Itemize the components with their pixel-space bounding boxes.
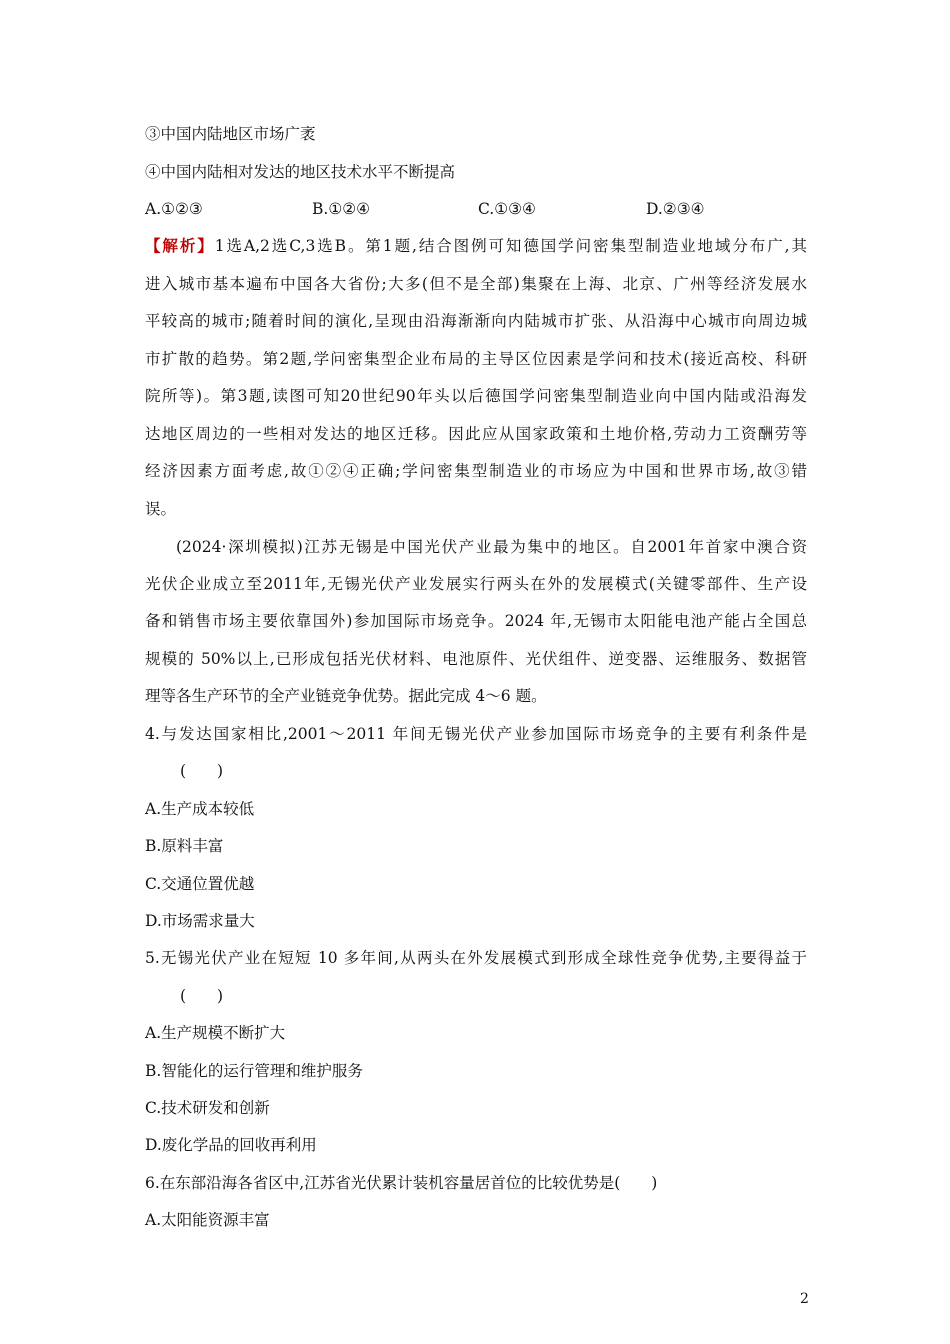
analysis-line-7: 经济因素方面考虑,故①②④正确;学问密集型制造业的市场应为中国和世界市场,故③错 <box>145 462 807 480</box>
q5-stem: 5.无锡光伏产业在短短 10 多年间,从两头在外发展模式到形成全球性竞争优势,主要得益于 <box>145 949 807 967</box>
analysis-line-5: 院所等)。第3题,读图可知20世纪90年头以后德国学问密集型制造业向中国内陆或沿海发 <box>145 387 807 405</box>
analysis-line-4: 市扩散的趋势。第2题,学问密集型企业布局的主导区位因素是学问和技术(接近高校、科研 <box>145 350 807 368</box>
q4-option-c: C.交通位置优越 <box>145 875 255 893</box>
q4-stem: 4.与发达国家相比,2001～2011 年间无锡光伏产业参加国际市场竞争的主要有利条件是 <box>145 725 807 743</box>
q6-stem: 6.在东部沿海各省区中,江苏省光伏累计装机容量居首位的比较优势是( ) <box>145 1174 658 1192</box>
analysis-line-3: 平较高的城市;随着时间的演化,呈现由沿海渐渐向内陆城市扩张、从沿海中心城市向周边城 <box>145 312 807 330</box>
q3-item-4: ④中国内陆相对发达的地区技术水平不断提高 <box>145 163 456 181</box>
analysis-line-1: 【解析】1选A,2选C,3选B。第1题,结合图例可知德国学问密集型制造业地域分布广,其 <box>145 236 807 255</box>
q3-option-c: C.①③④ <box>478 200 536 218</box>
q4-option-b: B.原料丰富 <box>145 837 224 855</box>
q5-option-d: D.废化学品的回收再利用 <box>145 1136 317 1154</box>
q5-answer-blank: ( ) <box>180 987 224 1005</box>
passage-line-1: (2024·深圳模拟)江苏无锡是中国光伏产业最为集中的地区。自2001年首家中澳合资 <box>176 538 807 556</box>
page-number: 2 <box>800 1291 809 1307</box>
analysis-tag: 【解析】 <box>145 236 215 255</box>
q3-option-b: B.①②④ <box>312 200 371 218</box>
q5-option-a: A.生产规模不断扩大 <box>145 1024 286 1042</box>
analysis-line-6: 达地区周边的一些相对发达的地区迁移。因此应从国家政策和土地价格,劳动力工资酬劳等 <box>145 425 807 443</box>
passage-line-2: 光伏企业成立至2011年,无锡光伏产业发展实行两头在外的发展模式(关键零部件、生产设 <box>145 575 807 593</box>
passage-line-4: 规模的 50%以上,已形成包括光伏材料、电池原件、光伏组件、逆变器、运维服务、数据管 <box>145 650 807 668</box>
analysis-line-8: 误。 <box>145 500 177 518</box>
q4-option-d: D.市场需求量大 <box>145 912 255 930</box>
q3-item-3: ③中国内陆地区市场广袤 <box>145 125 316 143</box>
q4-option-a: A.生产成本较低 <box>145 800 255 818</box>
q4-answer-blank: ( ) <box>180 762 224 780</box>
q6-option-a: A.太阳能资源丰富 <box>145 1211 270 1229</box>
q3-option-d: D.②③④ <box>646 200 705 218</box>
q3-option-a: A.①②③ <box>145 200 203 218</box>
passage-line-5: 理等各生产环节的全产业链竞争优势。据此完成 4～6 题。 <box>145 687 547 705</box>
passage-line-3: 备和销售市场主要依靠国外)参加国际市场竞争。2024 年,无锡市太阳能电池产能占全国总 <box>145 612 807 630</box>
q5-option-c: C.技术研发和创新 <box>145 1099 270 1117</box>
q5-option-b: B.智能化的运行管理和维护服务 <box>145 1062 363 1080</box>
analysis-line-2: 进入城市基本遍布中国各大省份;大多(但不是全部)集聚在上海、北京、广州等经济发展水 <box>145 275 807 293</box>
